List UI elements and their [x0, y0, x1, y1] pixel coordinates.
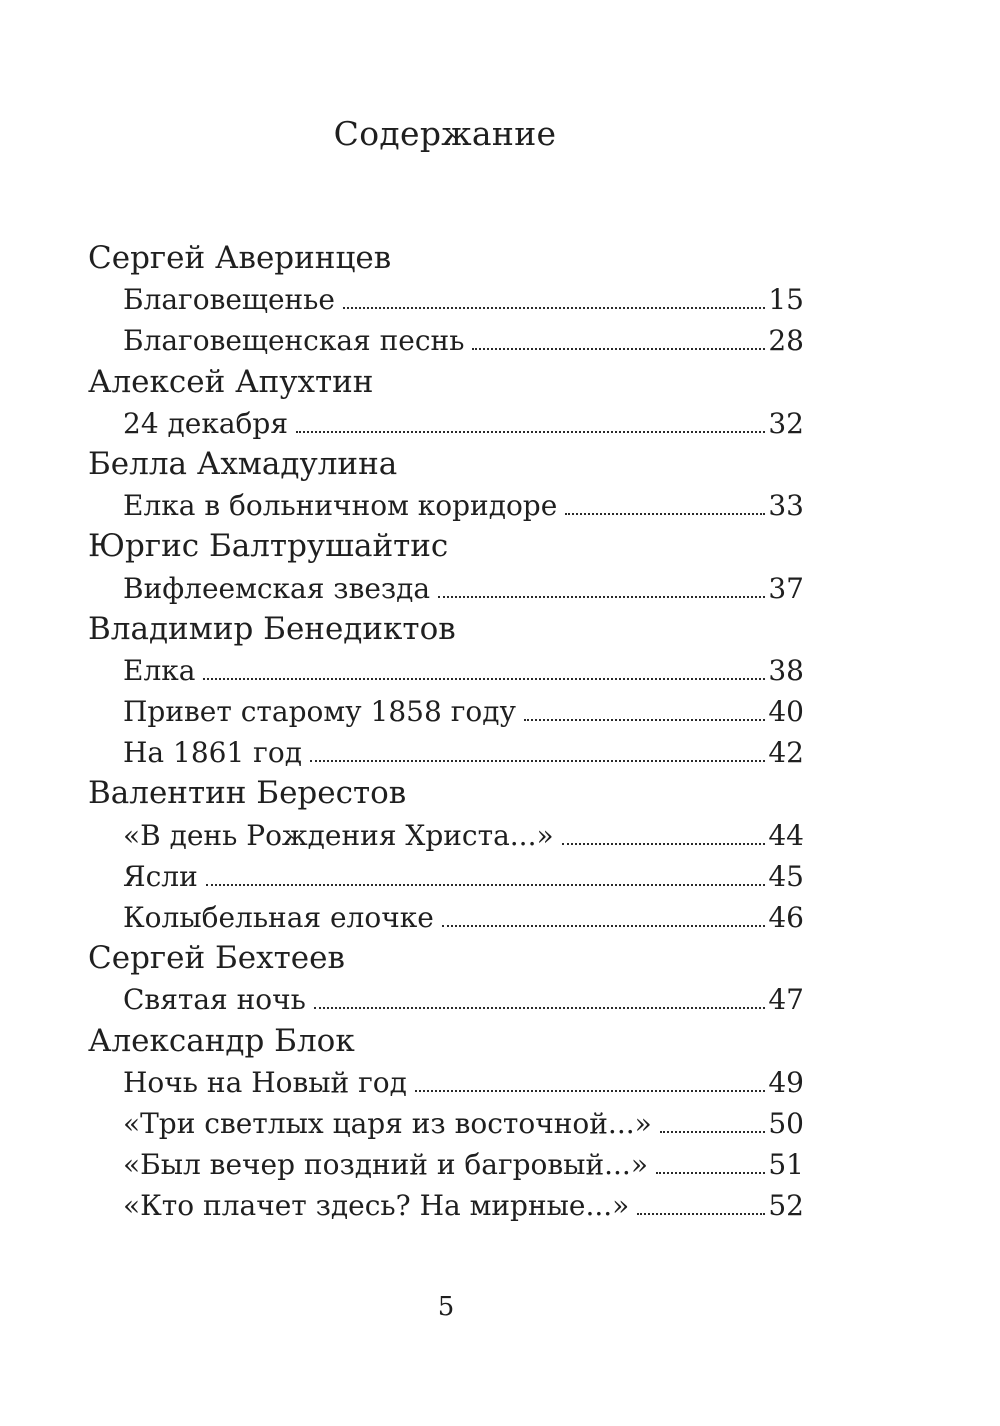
- poem-title: Колыбельная елочке: [123, 901, 434, 934]
- poem-title: Ночь на Новый год: [123, 1065, 407, 1099]
- author-heading: Юргис Балтрушайтис: [88, 528, 449, 565]
- author-heading: Сергей Бехтеев: [88, 940, 345, 977]
- poem-title: «В день Рождения Христа...»: [123, 818, 554, 852]
- poem-title: «Кто плачет здесь? На мирные...»: [123, 1189, 630, 1223]
- entry-page-number: 44: [768, 818, 804, 852]
- toc-entry: [88, 568, 804, 609]
- page-number: 5: [437, 1292, 455, 1322]
- author-heading: Алексей Апухтин: [88, 363, 374, 400]
- entry-page-number: 47: [768, 983, 804, 1017]
- entry-page-number: 50: [768, 1106, 804, 1140]
- entry-page-number: 49: [768, 1065, 804, 1099]
- dot-leader: [310, 760, 765, 762]
- entry-page-number: 32: [768, 406, 804, 440]
- entry-page-number: 42: [768, 736, 804, 770]
- poem-title: Елка в больничном коридоре: [123, 489, 558, 523]
- poem-title: Ясли: [123, 859, 198, 893]
- poem-title: Елка: [123, 653, 196, 687]
- poem-title: Привет старому 1858 году: [123, 695, 516, 729]
- dot-leader: [314, 1007, 765, 1009]
- dot-leader: [438, 596, 765, 598]
- toc-entry: [88, 691, 804, 732]
- entry-page-number: 52: [768, 1189, 804, 1223]
- toc-entry: [88, 815, 804, 856]
- page-title: Содержание: [333, 114, 557, 153]
- dot-leader: [442, 925, 766, 927]
- toc-entry: [88, 403, 804, 444]
- toc-entry: [88, 1062, 804, 1103]
- dot-leader: [206, 884, 766, 886]
- dot-leader: [637, 1213, 765, 1215]
- poem-title: Благовещенская песнь: [123, 324, 465, 358]
- entry-page-number: 15: [768, 283, 804, 317]
- entry-page-number: 40: [768, 695, 804, 729]
- dot-leader: [565, 513, 765, 515]
- poem-title: «Три светлых царя из восточной...»: [123, 1106, 652, 1140]
- toc-entry: [88, 897, 804, 938]
- toc-entry: [88, 1103, 804, 1144]
- entry-page-number: 46: [768, 901, 804, 934]
- dot-leader: [656, 1172, 765, 1174]
- entry-page-number: 28: [768, 324, 804, 358]
- dot-leader: [472, 348, 765, 350]
- dot-leader: [562, 843, 766, 845]
- entry-page-number: 38: [768, 653, 804, 687]
- poem-title: «Был вечер поздний и багровый...»: [123, 1148, 648, 1182]
- toc-entry: [88, 856, 804, 897]
- poem-title: Святая ночь: [123, 983, 306, 1017]
- toc-entry: [88, 1185, 804, 1226]
- toc-entry: [88, 1144, 804, 1185]
- author-heading: Сергей Аверинцев: [88, 240, 392, 276]
- poem-title: 24 декабря: [123, 406, 288, 440]
- entry-page-number: 51: [768, 1148, 804, 1182]
- toc-entry: [88, 485, 804, 526]
- author-heading: Александр Блок: [88, 1022, 355, 1059]
- poem-title: На 1861 год: [123, 736, 302, 770]
- dot-leader: [296, 431, 765, 433]
- entry-page-number: 33: [768, 489, 804, 523]
- toc-entry: [88, 320, 804, 361]
- dot-leader: [415, 1090, 766, 1092]
- poem-title: Вифлеемская звезда: [123, 571, 431, 605]
- table-of-contents: [88, 238, 804, 1227]
- dot-leader: [343, 307, 765, 309]
- author-heading: Владимир Бенедиктов: [88, 610, 456, 647]
- dot-leader: [203, 678, 765, 680]
- poem-title: Благовещенье: [123, 283, 335, 317]
- dot-leader: [660, 1131, 766, 1133]
- entry-page-number: 37: [768, 571, 804, 605]
- toc-entry: [88, 979, 804, 1020]
- toc-entry: [88, 650, 804, 691]
- author-heading: Белла Ахмадулина: [88, 445, 398, 482]
- toc-entry: [88, 279, 804, 320]
- author-heading: Валентин Берестов: [88, 775, 407, 812]
- dot-leader: [524, 719, 765, 721]
- entry-page-number: 45: [768, 859, 804, 893]
- toc-entry: [88, 732, 804, 773]
